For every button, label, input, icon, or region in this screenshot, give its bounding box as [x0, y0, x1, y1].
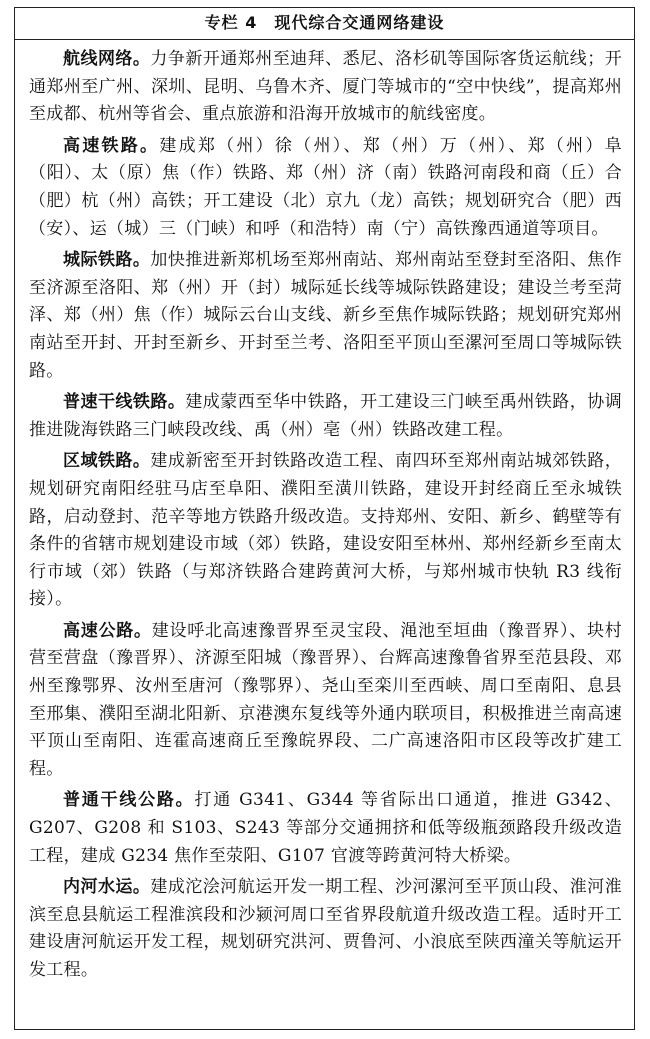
section-regional-rail	[29, 448, 622, 614]
section-text: 建设呼北高速豫晋界至灵宝段、渑池至垣曲（豫晋界）、块村营至营盘（豫晋界）、济源至阳城（豫晋界）、台辉高速豫鲁省界至范县段、邓州至豫鄂界、汝州至唐河（豫鄂界）、尧山至栾川至西峡、周口至南阳、息县至邢集、濮阳至湖北阳新、京港澳东复线等外通内联项目，积极推进兰南高速平顶山至南阳、连霍高速商丘至豫皖界段、二广高速洛阳市区段等改扩建工程。	[29, 620, 622, 779]
section-text: 加快推进新郑机场至郑州南站、郑州南站至登封至洛阳、焦作至济源至洛阳、郑（州）开（封）城际延长线等城际铁路建设；建设兰考至菏泽、郑（州）焦（作）城际云台山支线、新乡至焦作城际铁路；规划研究郑州南站至开封、开封至新乡、开封至兰考、洛阳至平顶山至漯河至周口等城际铁路。	[29, 250, 622, 381]
section-expressway	[29, 618, 622, 784]
section-airline-network	[29, 46, 622, 129]
section-text: 建成蒙西至华中铁路，开工建设三门峡至禹州铁路，协调推进陇海铁路三门峡段改线、禹（州）亳（州）铁路改建工程。	[29, 392, 623, 440]
section-conventional-trunk-rail	[29, 389, 622, 444]
section-heading: 内河水运。	[63, 877, 151, 898]
section-text: 力争新开通郑州至迪拜、悉尼、洛杉矶等国际客货运航线；开通郑州至广州、深圳、昆明、乌鲁木齐、厦门等城市的“空中快线”，提高郑州至成都、杭州等省会、重点旅游和沿海开放城市的航线密度。	[29, 49, 622, 125]
section-heading: 航线网络。	[63, 49, 151, 69]
box-title: 专栏 4 现代综合交通网络建设	[15, 8, 634, 40]
section-inland-waterway	[29, 874, 622, 984]
section-ordinary-trunk-highway	[29, 787, 622, 870]
section-heading: 普速干线铁路。	[63, 392, 186, 413]
section-text: 建成沱浍河航运开发一期工程、沙河漯河至平顶山段、淮河淮滨至息县航运工程淮滨段和沙颍河周口至省界段航道升级改造工程。适时开工建设唐河航运开发工程，规划研究洪河、贾鲁河、小浪底至陕西潼关等航运开发工程。	[29, 877, 622, 980]
section-heading: 高速铁路。	[63, 135, 160, 156]
section-heading: 高速公路。	[63, 620, 152, 641]
section-text: 打通 G341、G344 等省际出口通道，推进 G342、G207、G208 和 S103、S243 等部分交通拥挤和低等级瓶颈路段升级改造工程，建成 G234 焦作至荥阳、G107 官渡等跨黄河特大桥梁。	[29, 790, 622, 866]
section-heading: 城际铁路。	[63, 250, 151, 271]
section-text: 建成新密至开封铁路改造工程、南四环至郑州南站城郊铁路，规划研究南阳经驻马店至阜阳、濮阳至潢川铁路，建设开封经商丘至永城铁路，启动登封、范辛等地方铁路升级改造。支持郑州、安阳、新乡、鹤壁等有条件的省辖市规划建设市域（郊）铁路，建设安阳至林州、郑州经新乡至南太行市域（郊）铁路（与郑济铁路合建跨黄河大桥，与郑州城市快轨 R3 线衔接）。	[29, 451, 622, 610]
section-heading: 区域铁路。	[63, 451, 151, 472]
section-intercity-rail	[29, 247, 622, 385]
section-text: 建成郑（州）徐（州）、郑（州）万（州）、郑（州）阜（阳）、太（原）焦（作）铁路、郑（州）济（南）铁路河南段和商（丘）合（肥）杭（州）高铁；开工建设（北）京九（龙）高铁；规划研究合（肥）西（安）、运（城）三（门峡）和呼（和浩特）南（宁）高铁豫西通道等项目。	[29, 135, 622, 239]
section-high-speed-rail	[29, 133, 622, 243]
feature-box	[14, 7, 635, 1030]
section-heading: 普通干线公路。	[63, 790, 195, 811]
box-content	[15, 40, 634, 985]
